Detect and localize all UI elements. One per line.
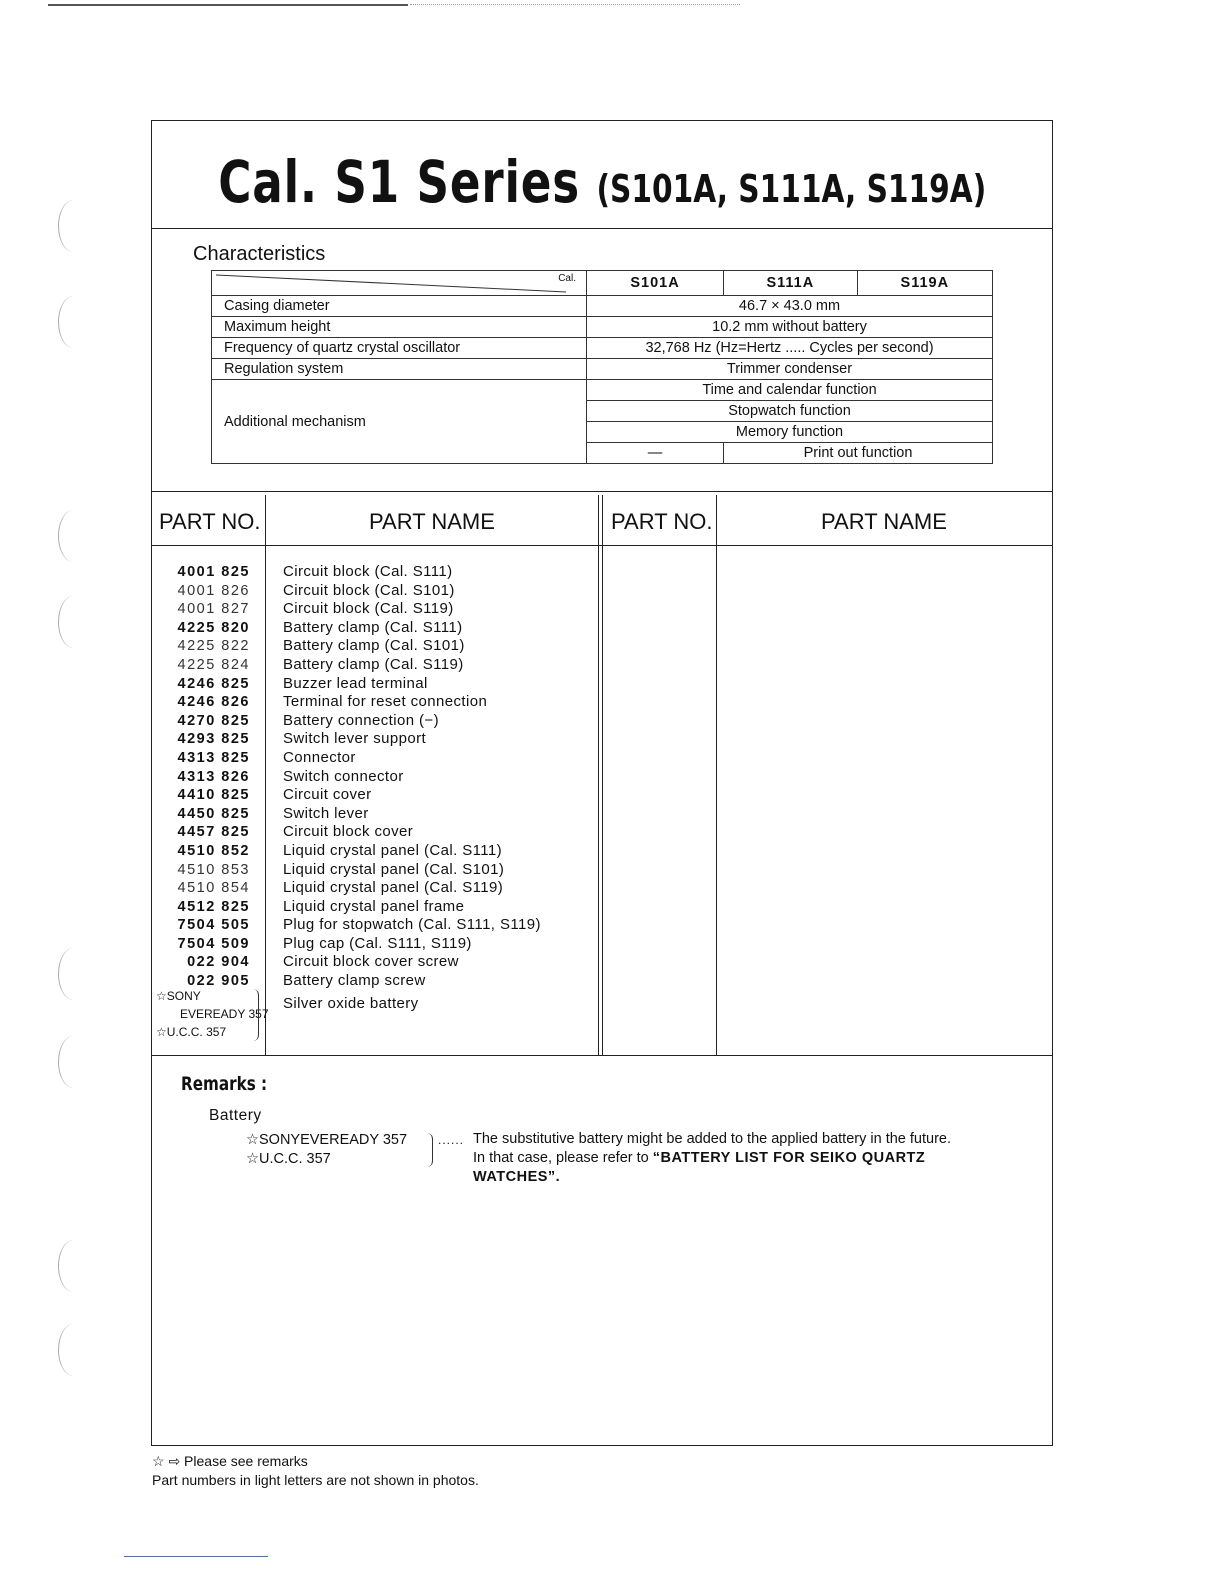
header-part-name-left: PART NAME (369, 509, 495, 534)
remarks-battery-label: Battery (209, 1107, 262, 1124)
part-number: 4410 825 (177, 787, 250, 804)
part-name: Switch lever support (283, 730, 427, 748)
part-number: 4001 826 (177, 582, 250, 599)
part-name: Battery clamp screw (283, 972, 426, 990)
binder-hole (58, 200, 89, 252)
battery-sony: ☆SONY (156, 989, 201, 1003)
part-name: Circuit block cover (283, 823, 414, 841)
model-s119a: S119A (857, 271, 992, 296)
battery-list-reference-end: WATCHES”. (473, 1169, 561, 1185)
remarks-text-plain: In that case, please refer to (473, 1150, 653, 1166)
part-number: 4225 820 (177, 619, 250, 636)
footnote-remarks: ☆ ⇨ Please see remarks (152, 1453, 308, 1469)
part-name: Buzzer lead terminal (283, 674, 428, 692)
brace-bracket (252, 989, 259, 1041)
part-number: 4510 854 (177, 880, 250, 897)
remarks-battery-list (246, 1131, 407, 1169)
model-s111a: S111A (724, 271, 858, 296)
part-number: 7504 505 (177, 917, 250, 934)
part-number: 4225 822 (177, 638, 250, 655)
casing-diameter-value: 46.7 × 43.0 mm (587, 296, 993, 317)
characteristics-heading: Characteristics (193, 243, 326, 265)
remarks-battery-item: ☆SONYEVEREADY 357 (246, 1132, 408, 1148)
scan-top-edge-line (48, 4, 408, 6)
binder-hole (58, 296, 89, 348)
binder-hole (58, 510, 89, 562)
time-calendar-function: Time and calendar function (587, 380, 993, 401)
part-number: 4246 825 (177, 675, 250, 692)
model-s101a: S101A (587, 271, 724, 296)
part-name: Battery clamp (Cal. S111) (283, 618, 463, 636)
part-number: 4293 825 (177, 731, 250, 748)
binder-hole (58, 948, 89, 1000)
part-number: 4457 825 (177, 824, 250, 841)
maximum-height-label: Maximum height (212, 317, 587, 338)
part-number: 4510 852 (177, 842, 250, 859)
brace-bracket (426, 1133, 433, 1167)
part-number: 4450 825 (177, 805, 250, 822)
binder-holes (58, 200, 98, 1400)
part-number: 4313 826 (177, 768, 250, 785)
parts-table-bottom-rule (152, 1055, 1052, 1056)
part-name: Plug for stopwatch (Cal. S111, S119) (283, 916, 541, 934)
part-name: Battery clamp (Cal. S101) (283, 637, 465, 655)
part-name: Battery connection (−) (283, 711, 439, 729)
header-part-no-right: PART NO. (611, 509, 713, 534)
document-frame (151, 120, 1053, 1446)
part-name: Liquid crystal panel (Cal. S101) (283, 860, 505, 878)
title-models: (S101A, S111A, S119A) (596, 167, 986, 211)
remarks-heading: Remarks : (181, 1073, 268, 1095)
header-part-no-left: PART NO. (159, 509, 261, 534)
part-name: Terminal for reset connection (283, 693, 488, 711)
title-main: Cal. S1 Series (218, 148, 580, 216)
memory-function: Memory function (587, 422, 993, 443)
part-name: Connector (283, 748, 356, 766)
part-name-column (283, 563, 593, 991)
cal-label: Cal. (558, 273, 576, 284)
part-name: Circuit block (Cal. S101) (283, 581, 455, 599)
part-number: 4512 825 (177, 898, 250, 915)
battery-part-name: Silver oxide battery (283, 995, 419, 1012)
footnotes (152, 1452, 479, 1490)
part-name: Switch lever (283, 804, 369, 822)
remarks-text (473, 1130, 1013, 1187)
part-name: Liquid crystal panel (Cal. S111) (283, 841, 503, 859)
cal-header-cell (212, 271, 587, 296)
scan-bottom-edge-line (124, 1556, 268, 1557)
column-divider (602, 495, 603, 1055)
page-title (152, 121, 1052, 229)
binder-hole (58, 596, 89, 648)
part-number: 4001 825 (177, 564, 250, 580)
part-number: 7504 509 (177, 935, 250, 952)
part-name: Liquid crystal panel frame (283, 897, 465, 915)
part-name: Battery clamp (Cal. S119) (283, 655, 464, 673)
battery-list-reference: “BATTERY LIST FOR SEIKO QUARTZ (652, 1150, 926, 1166)
binder-hole (58, 1240, 89, 1292)
battery-ucc: ☆U.C.C. 357 (156, 1025, 227, 1039)
part-number: 022 904 (187, 954, 250, 971)
frequency-label: Frequency of quartz crystal oscillator (212, 338, 587, 359)
remarks-text-line: The substitutive battery might be added to the applied battery in the future. (473, 1131, 951, 1147)
part-number: 4246 826 (177, 694, 250, 711)
regulation-label: Regulation system (212, 359, 587, 380)
part-number: 4225 824 (177, 656, 250, 673)
diagonal-divider (216, 273, 566, 293)
remarks-battery-item: ☆U.C.C. 357 (246, 1151, 331, 1167)
header-part-name-right: PART NAME (821, 509, 947, 534)
part-number: 4001 827 (177, 601, 250, 618)
casing-diameter-label: Casing diameter (212, 296, 587, 317)
part-number: 4270 825 (177, 712, 250, 729)
part-number: 4510 853 (177, 861, 250, 878)
part-name: Switch connector (283, 767, 404, 785)
part-number-column (170, 563, 250, 991)
column-divider (265, 495, 266, 1055)
column-divider (716, 495, 717, 1055)
frequency-value: 32,768 Hz (Hz=Hertz ..... Cycles per second) (587, 338, 993, 359)
part-name: Circuit cover (283, 786, 372, 804)
part-name: Plug cap (Cal. S111, S119) (283, 934, 472, 952)
print-out-none-mark: — (587, 443, 724, 464)
part-name: Circuit block (Cal. S111) (283, 563, 453, 580)
stopwatch-function: Stopwatch function (587, 401, 993, 422)
part-number: 022 905 (187, 973, 250, 990)
part-number: 4313 825 (177, 749, 250, 766)
print-out-function: Print out function (724, 443, 993, 464)
part-name: Circuit block (Cal. S119) (283, 600, 454, 618)
binder-hole (58, 1036, 89, 1088)
scan-top-edge-dots (410, 4, 740, 5)
additional-mechanism-label: Additional mechanism (212, 380, 587, 464)
column-divider (598, 495, 599, 1055)
parts-table-top-rule (152, 491, 1052, 492)
maximum-height-value: 10.2 mm without battery (587, 317, 993, 338)
footnote-light-letters: Part numbers in light letters are not shown in photos. (152, 1472, 479, 1488)
characteristics-table (211, 270, 993, 464)
regulation-value: Trimmer condenser (587, 359, 993, 380)
binder-hole (58, 1324, 89, 1376)
part-name: Liquid crystal panel (Cal. S119) (283, 879, 504, 897)
battery-eveready: EVEREADY 357 (180, 1007, 269, 1021)
part-name: Circuit block cover screw (283, 953, 459, 971)
leader-dots: ...... (438, 1133, 465, 1147)
